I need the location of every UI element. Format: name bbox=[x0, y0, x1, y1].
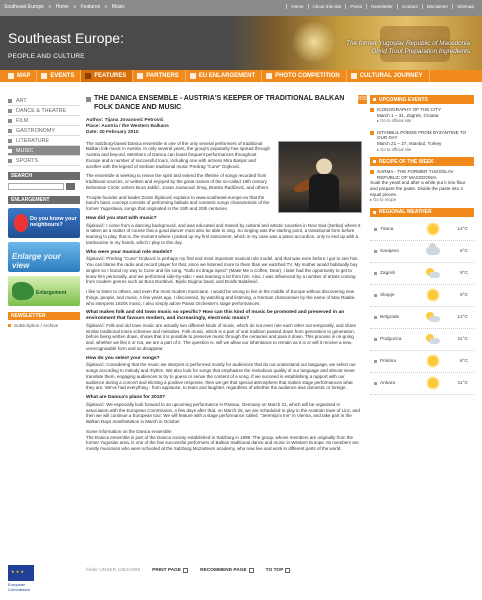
weather-row bbox=[370, 285, 474, 307]
nav-eu-enlargement[interactable] bbox=[186, 70, 262, 82]
answer-paragraph: The Danica ensemble is part of the Danica society established in Salzburg in 1999. The group, whose members are originally from the former Yugoslav area, is one of the few successful performers of Balkan traditional dance and music in Western Europe. Its members are mostly musicians who were schooled at the Salzburg Mozarteum academy, who now live and work in different parts of the world. bbox=[86, 434, 359, 452]
weather-city: Zagreb bbox=[380, 270, 396, 276]
recommend-label: RECOMMEND PAGE bbox=[200, 568, 247, 573]
eu-flag-icon bbox=[8, 565, 34, 581]
bullet-icon bbox=[8, 149, 12, 153]
sun-icon bbox=[428, 224, 438, 234]
answer-paragraph: Šijaković: I come from a dancing background, and was educated and trained by cultural and artistic societies in Novi Sad (Serbia) where it is taken as a matter of course that a good dancer must also be able to sing. So singing was the starting point, a transitional form before learning to play, that is, the moment where I picked up my first instrument, which in my case was a piano accordion, only to end up with a tambourine in my hands, which I play to this day. bbox=[86, 222, 361, 245]
article-body bbox=[86, 141, 362, 452]
nav-label: PHOTO COMPETITION bbox=[275, 73, 340, 79]
weather-temp: 6°C bbox=[459, 358, 468, 364]
bullet-icon bbox=[8, 119, 12, 123]
recommend-page-button[interactable] bbox=[200, 568, 254, 573]
category-gastronomy[interactable] bbox=[8, 126, 80, 136]
breadcrumb-music[interactable]: Music bbox=[111, 4, 125, 10]
bullet-icon bbox=[374, 360, 377, 363]
category-menu bbox=[8, 96, 80, 166]
subscription-link[interactable] bbox=[8, 323, 80, 328]
event-item bbox=[370, 130, 474, 152]
weather-city: Tirana bbox=[380, 226, 394, 232]
weather-temp: 11°C bbox=[457, 380, 468, 386]
recipe-title-text: SARMA - THE FORMER YUGOSLAV REPUBLIC OF MACEDONIA bbox=[377, 169, 454, 180]
bullet-icon bbox=[374, 316, 377, 319]
site-logo[interactable]: Southeast Europe: bbox=[8, 30, 124, 46]
category-sports[interactable] bbox=[8, 156, 80, 166]
tagline-line-2: Ohrid Trout Preparation Ingredients bbox=[371, 48, 470, 55]
article-paragraph: The ensemble is seeking to revive the spirit and extend the lifetime of songs recorded from traditional sources, or written and enjoyed by the great names of the so-called 19th century Bohemian Circle: writers Đura Jakšić, Jovan Jovanović Zmaj, Branko Radičević, and others. bbox=[86, 173, 270, 190]
nav-cultural-journey[interactable] bbox=[347, 70, 430, 82]
to-top-label: TO TOP bbox=[265, 568, 284, 573]
heading-label: UPCOMING EVENTS bbox=[379, 96, 428, 103]
weather-row bbox=[370, 263, 474, 285]
bullet-icon bbox=[373, 98, 376, 101]
recipe-heading bbox=[370, 157, 474, 166]
breadcrumb-sep: » bbox=[73, 4, 77, 10]
recipe-link-text: Go to recipe bbox=[373, 197, 397, 203]
eu-icon bbox=[190, 73, 196, 79]
event-date: March 1 – 31, Zagreb, Croatia bbox=[377, 112, 439, 118]
category-dance-theatre[interactable] bbox=[8, 106, 80, 116]
map-icon bbox=[8, 73, 14, 79]
site-header bbox=[0, 16, 482, 70]
weather-city: Skopje bbox=[380, 292, 395, 298]
banner-enlargement[interactable] bbox=[8, 276, 80, 306]
bullet-icon bbox=[8, 139, 12, 143]
main-nav bbox=[0, 70, 482, 82]
right-sidebar bbox=[370, 95, 474, 395]
weather-list bbox=[370, 219, 474, 395]
category-label: ART bbox=[16, 97, 27, 104]
answer-paragraph: Šijaković: Folk and old town music are actually two different kinds of music, which do not even rule each other out temporally, and share similar traditional tones schemes and melodies. Folk music, which is a part of oral tradition passed down from generation to generation, before being written down, shows that it is possible to preserve music through the centuries and pass it down. This process is on-going and, whether we like it or not, we are a part of it. The question is, will we allow our inheritance to remain as it is or will it receive a new, unrecognisable form and so disappear. bbox=[86, 322, 356, 351]
question-heading: What makes folk and old town music so specific? How can this kind of music be promoted and preserved in an environment that favours modern, and increasingly, electronic music? bbox=[86, 310, 345, 322]
info-heading: Some information on the Danica ensemble: bbox=[86, 428, 173, 434]
partly-cloudy-icon bbox=[426, 334, 440, 345]
features-icon bbox=[85, 73, 91, 79]
answer-paragraph: Šijaković: Considering that the music we interpret is performed mostly for audiences that do not understand our language, we select our songs according to melody and rhythm. We also look for songs that emphasise the melodious quality of our language and almost never translate them, engaging audiences to try to guess or sense the content of a song. If we succeed in establishing a rapport with our audience during a concert and eliciting a positive response, then we get that special atmosphere that makes stage performances what they are. We've had everything - from applause, to tears and laughter, regardless of whether the audience was domestic or foreign. bbox=[86, 362, 356, 391]
square-icon bbox=[86, 97, 91, 102]
subscription-label: Subscription / Archive bbox=[14, 323, 59, 328]
weather-temp: 9°C bbox=[459, 292, 468, 298]
print-page-button[interactable] bbox=[152, 568, 188, 573]
event-link-text: Go to official site bbox=[380, 118, 412, 124]
nav-label: EU ENLARGEMENT bbox=[198, 73, 256, 79]
event-item bbox=[370, 107, 474, 124]
bullet-icon bbox=[373, 211, 376, 214]
bullet-icon bbox=[374, 338, 377, 341]
search-input[interactable] bbox=[8, 183, 64, 190]
weather-row bbox=[370, 351, 474, 373]
category-label: DANCE & THEATRE bbox=[16, 107, 67, 114]
category-art[interactable] bbox=[8, 96, 80, 106]
nav-label: PARTNERS bbox=[146, 73, 179, 79]
recipe-box bbox=[370, 169, 474, 203]
weather-row bbox=[370, 307, 474, 329]
event-link[interactable]: ▸ Go to official site bbox=[377, 146, 412, 152]
link-sitemap[interactable]: Sitemap bbox=[452, 4, 478, 9]
rss-icon[interactable]: RSS bbox=[358, 96, 369, 102]
breadcrumb-site[interactable]: Southeast Europe bbox=[4, 4, 45, 10]
link-press[interactable]: Press bbox=[345, 4, 366, 9]
banner-enlargement-text: Enlargement bbox=[36, 290, 67, 296]
bullet-icon bbox=[373, 160, 376, 163]
recipe-title[interactable] bbox=[370, 169, 474, 180]
eu-logo[interactable] bbox=[8, 565, 48, 592]
weather-heading bbox=[370, 208, 474, 217]
article-footer bbox=[86, 568, 362, 573]
link-home[interactable]: Home bbox=[286, 4, 307, 9]
link-contact[interactable]: Contact bbox=[397, 4, 422, 9]
sun-icon bbox=[428, 378, 438, 388]
question-heading: Who were your musical role models? bbox=[86, 249, 173, 255]
nav-label: FEATURES bbox=[94, 73, 127, 79]
top-bar bbox=[0, 0, 482, 16]
events-icon bbox=[41, 73, 47, 79]
weather-city: Ankara bbox=[380, 380, 396, 386]
category-music[interactable] bbox=[8, 146, 80, 156]
category-film[interactable] bbox=[8, 116, 80, 126]
event-thumb-icon bbox=[370, 108, 374, 112]
europe-map-icon bbox=[12, 282, 34, 300]
recipe-thumb-icon bbox=[370, 170, 374, 174]
article-meta bbox=[86, 118, 362, 137]
bullet-icon bbox=[8, 109, 12, 113]
article-title bbox=[86, 95, 362, 112]
breadcrumb bbox=[4, 4, 128, 10]
nav-label: EVENTS bbox=[50, 73, 75, 79]
banner-enlarge-view[interactable] bbox=[8, 242, 80, 272]
link-newsletter[interactable]: Newsletter bbox=[366, 4, 397, 9]
category-label: LITERATURE bbox=[16, 137, 50, 144]
breadcrumb-sep: » bbox=[104, 4, 108, 10]
breadcrumb-features[interactable]: Features bbox=[80, 4, 101, 10]
weather-city: Sarajevo bbox=[380, 248, 399, 254]
event-thumb-icon bbox=[370, 131, 374, 135]
bullet-icon bbox=[8, 99, 12, 103]
nav-map[interactable] bbox=[4, 70, 37, 82]
nav-label: MAP bbox=[17, 73, 31, 79]
search-row bbox=[8, 183, 80, 190]
article-date: Date: 20 February 2010 bbox=[86, 130, 139, 136]
partly-cloudy-icon bbox=[426, 312, 440, 323]
partly-cloudy-icon bbox=[426, 268, 440, 279]
weather-temp: 6°C bbox=[459, 248, 468, 254]
weather-temp: 14°C bbox=[457, 226, 468, 232]
enlargement-heading: ENLARGEMENT bbox=[8, 196, 80, 204]
site-subtitle: PEOPLE AND CULTURE bbox=[8, 53, 85, 60]
banner-enlarge-view-text: Enlarge your view bbox=[12, 252, 61, 270]
weather-temp: 12°C bbox=[457, 314, 468, 320]
performer-shape bbox=[309, 174, 339, 213]
bullet-icon bbox=[374, 382, 377, 385]
breadcrumb-sep: » bbox=[48, 4, 52, 10]
folder-ref: folder UNSER 1284/1999 bbox=[86, 568, 141, 573]
newsletter-heading: NEWSLETTER bbox=[8, 312, 80, 320]
event-title-text: ICONOGRAPHY OF THE CITY bbox=[377, 107, 442, 112]
bullet-icon bbox=[8, 324, 11, 327]
category-label: SPORTS bbox=[16, 157, 39, 164]
event-link[interactable]: ▸ Go to official site bbox=[377, 118, 412, 124]
article-column bbox=[86, 95, 362, 456]
banner-neighbours-text: Do you know your neighbours? bbox=[30, 216, 77, 228]
bullet-icon bbox=[8, 159, 12, 163]
question-heading: How did you start with music? bbox=[86, 215, 157, 221]
heading-label: REGIONAL WEATHER bbox=[379, 209, 432, 216]
article-author: Author: Tijana Jovanović Petrović bbox=[86, 118, 164, 123]
nav-features[interactable] bbox=[81, 70, 133, 82]
arrow-up-icon bbox=[285, 568, 290, 573]
weather-row bbox=[370, 219, 474, 241]
search-heading: SEARCH bbox=[8, 172, 80, 180]
question-heading: How do you select your songs? bbox=[86, 355, 160, 361]
answer-paragraph: Šijaković: We especially look forward to an upcoming performance in Passau, Germany on March 21, which will be organised in association with the European Commission. A few days after that, on March 25, we are scheduled to play in the Austrian town of Linz, and then we will continue a European tour. We will feature with a stage performance called, "Jeremija's Inn" in Vienna, and take part in the Balkan Days manifestation in March in October. bbox=[86, 401, 360, 425]
answer-paragraph: Šijaković: Predrag "Cune" Gojković is perhaps my first and most important musical role model, and that was even before I got to see him. You can blame the radio and record player for that, since we listened more to them than we watched TV. My mother would habitually buy singles so I found my way to Cune and his song, "Kafu mi draga ispeci" (Make Me a Coffee, Dear). I later had the opportunity to get to know him personally, and we performed side-by-side; I was learning a lot from him. Also, I was influenced by a number of artists coming from modern genres such as Bora Đorđević, Bijelo Dugme band, and Đorđe Balašević. bbox=[86, 256, 359, 285]
category-label: MUSIC bbox=[16, 147, 34, 154]
bullet-icon bbox=[374, 250, 377, 253]
printer-icon bbox=[183, 568, 188, 573]
weather-row bbox=[370, 329, 474, 351]
recipe-link[interactable]: ▸ Go to recipe bbox=[370, 197, 397, 203]
event-date: March 21 – 27, Istanbul, Turkey bbox=[377, 140, 442, 146]
event-link-text: Go to official site bbox=[380, 146, 412, 152]
banner-neighbours[interactable] bbox=[8, 208, 80, 238]
to-top-button[interactable] bbox=[266, 568, 291, 573]
category-label: FILM bbox=[16, 117, 29, 124]
sun-icon bbox=[428, 356, 438, 366]
question-heading: What are Danica's plans for 2010? bbox=[86, 395, 166, 401]
bullet-icon bbox=[374, 228, 377, 231]
sun-icon bbox=[428, 290, 438, 300]
weather-city: Pristina bbox=[380, 358, 396, 364]
weather-city: Podgorica bbox=[380, 336, 402, 342]
answer-paragraph: I like to listen to others, and even the most modern musicians. I would be wrong to live in the middle of Europe without discovering new things, people, and music. A few years ago, I discovered, by watching and listening, a German chansonnier by the name of Max Raabe, who interprets 1920s music. I also simply adore Paisst Orchester's stage performances. bbox=[86, 289, 356, 306]
article-title-text: THE DANICA ENSEMBLE - AUSTRIA'S KEEPER OF TRADITIONAL BALKAN FOLK DANCE AND MUSIC bbox=[94, 95, 345, 111]
bullet-icon bbox=[374, 272, 377, 275]
envelope-icon bbox=[249, 568, 254, 573]
nav-label: CULTURAL JOURNEY bbox=[359, 73, 423, 79]
article-place: Place: Austria / the Western Balkans bbox=[86, 124, 169, 130]
violinist-photo bbox=[278, 141, 362, 213]
recipe-text: Soak the yeast and after a while put it into flour and prepare the paste. Divide the paste into 4 equal pieces. bbox=[370, 180, 466, 197]
link-disclaimer[interactable]: Disclaimer bbox=[422, 4, 452, 9]
cloud-icon bbox=[426, 247, 440, 255]
eu-label: European Commission bbox=[8, 582, 31, 592]
nav-photo-competition[interactable] bbox=[262, 70, 347, 82]
print-label: PRINT PAGE bbox=[152, 568, 182, 573]
article-paragraph: Trouple founder and leader Zoran Šijaković explains to www.southeast-europe.eu that the band's basic concept consists of performing ballads and romantic songs characteristic of the former Yugoslavia, songs that originated in the 19th and 20th centuries. bbox=[86, 194, 270, 212]
weather-row bbox=[370, 373, 474, 395]
weather-row bbox=[370, 241, 474, 263]
upcoming-events-heading bbox=[370, 95, 474, 104]
left-sidebar bbox=[8, 96, 80, 328]
camera-icon bbox=[266, 73, 272, 79]
question-mark-icon bbox=[14, 214, 28, 232]
header-tagline bbox=[346, 40, 470, 56]
weather-city: Belgrade bbox=[380, 314, 400, 320]
category-literature[interactable] bbox=[8, 136, 80, 146]
weather-temp: 11°C bbox=[457, 336, 468, 342]
nav-partners[interactable] bbox=[133, 70, 186, 82]
bullet-icon bbox=[374, 294, 377, 297]
event-title-text: ISTANBUL POEMS FROM BYZANTINE TO OUR DAY bbox=[377, 129, 467, 141]
link-about[interactable]: About this site bbox=[308, 4, 346, 9]
tagline-line-1: The former Yugoslav Republic of Macedonia bbox=[346, 40, 470, 47]
bullet-icon bbox=[8, 129, 12, 133]
nav-events[interactable] bbox=[37, 70, 81, 82]
heading-label: RECIPE OF THE WEEK bbox=[379, 158, 434, 165]
partners-icon bbox=[137, 73, 143, 79]
breadcrumb-home[interactable]: Home bbox=[55, 4, 69, 10]
weather-temp: 9°C bbox=[459, 270, 468, 276]
category-label: GASTRONOMY bbox=[16, 127, 55, 134]
event-title[interactable] bbox=[370, 130, 474, 141]
utility-links bbox=[286, 4, 478, 9]
search-button[interactable] bbox=[66, 183, 75, 190]
article-paragraph: The Salzburg-based Danica ensemble is one of the only several performers of traditional Balkan folk music in Austria. In only several years, the group's popularity has spread through Austria and beyond. Members of Danica can boast frequent performances throughout Europe and a number of successful tours, including one with actress Mira Banjac and another with the legend of Serbian traditional music Predrag "Cune" Gojković. bbox=[86, 140, 270, 169]
journey-icon bbox=[351, 73, 357, 79]
